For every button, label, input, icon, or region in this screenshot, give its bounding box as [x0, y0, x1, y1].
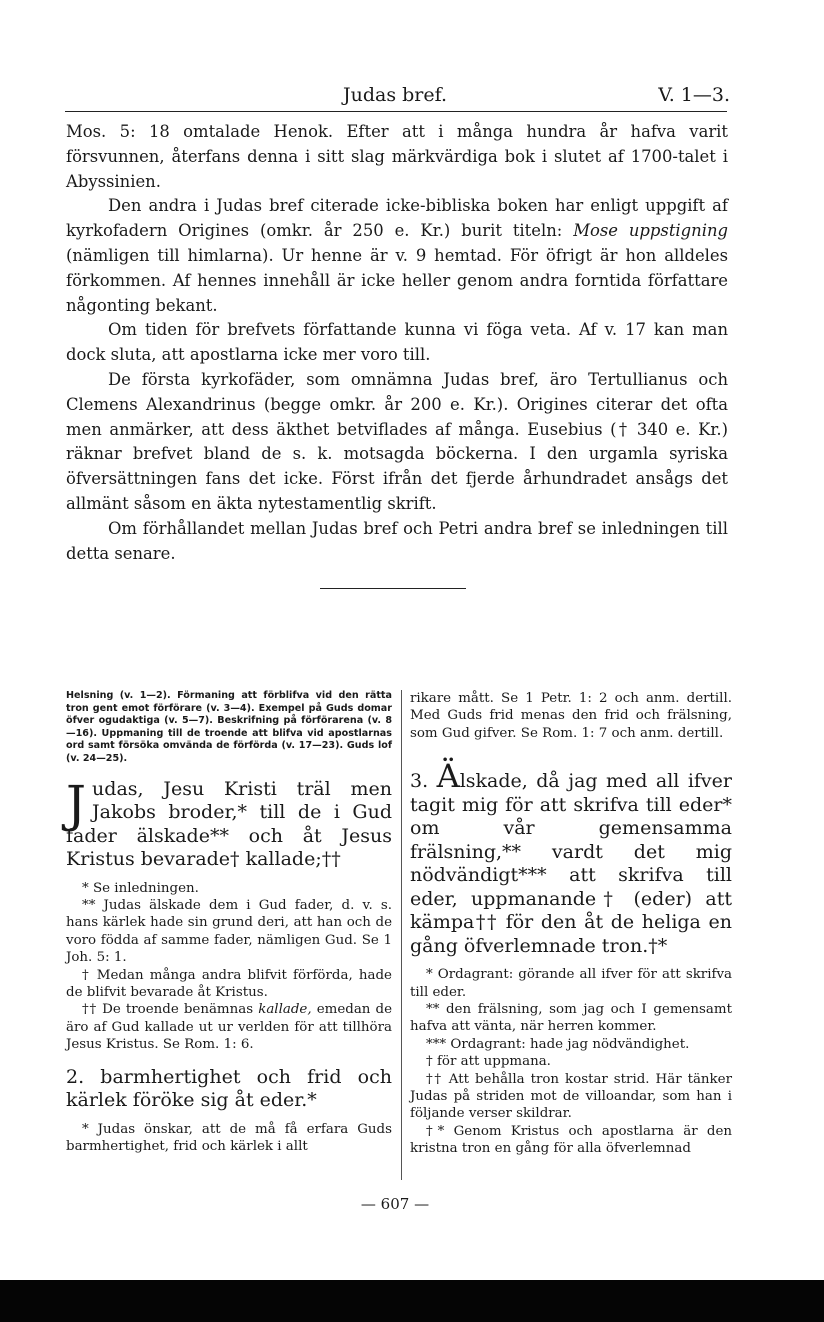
footnote: * Ordagrant: görande all ifver för att skrifva till eder. [410, 967, 732, 1000]
drop-cap: Ä [436, 757, 460, 796]
intro-paragraph: Den andra i Judas bref citerade icke-bibliska boken har enligt uppgift af kyrkofadern Origines (omkr. år 250 e. Kr.) burit titeln: Mose uppstigning (nämligen till himlarna). Ur henne är v. 9 hemtad. För öfrigt är hon alldeles förkommen. Af hennes innehåll är icke heller genom andra forntida författare någonting bekant. [66, 196, 728, 315]
section-divider [320, 588, 466, 589]
book-title-italic: Mose uppstigning [573, 221, 728, 241]
footnote: †† Att behålla tron kostar strid. Här tänker Judas på striden mot de villoandar, som han i följande verser skildrar. [410, 1071, 732, 1122]
footnote: † Medan många andra blifvit förförda, hade de blifvit bevarade åt Kristus. [66, 967, 392, 1000]
footnote: † för att uppmana. [426, 1054, 551, 1070]
introduction-text [66, 120, 728, 566]
column-divider [401, 690, 402, 1180]
chapter-verse-ref: V. 1—3. [658, 84, 730, 106]
running-title: Judas bref. [342, 84, 448, 106]
footnote: ** Judas älskade dem i Gud fader, d. v. s. hans kärlek hade sin grund deri, att han och de voro födda af samme fader, nämligen Gud. Se 1 Joh. 5: 1. [66, 897, 392, 966]
intro-paragraph: Om förhållandet mellan Judas bref och Petri andra bref se inledningen till detta senare. [66, 518, 728, 563]
footnote: ** den frälsning, som jag och I gemensamt hafva att vänta, när herren kommer. [410, 1002, 732, 1035]
left-column [66, 690, 392, 1155]
header-rule [65, 111, 727, 112]
intro-paragraph: Mos. 5: 18 omtalade Henok. Efter att i många hundra år hafva varit försvunnen, återfans denna i sitt slag märkvärdiga bok i slutet af 1700-talet i Abyssinien. [66, 122, 728, 191]
intro-paragraph: De första kyrkofäder, som omnämna Judas bref, äro Tertullianus och Clemens Alexandrinus (begge omkr. år 200 e. Kr.). Origines citerar det ofta men anmärker, att dess äkthet betviflades af många. Eusebius († 340 e. Kr.) räknar brefvet bland de s. k. motsagda böckerna. I den urgamla syriska öfversättningen fans det icke. Först ifrån det fjerde århundradet ansågs det allmänt såsom en äkta nytestamentlig skrift. [66, 369, 728, 513]
verse-3: 3. Älskade, då jag med all ifver tagit mig för att skrifva till eder* om vår gemensamma frälsning,** vardt det mig nödvändigt*** att skrifva till eder, uppmanande† (eder) att kämpa†† för den åt de heliga en gång öfverlemnade tron.†* [410, 757, 732, 957]
verse-2: 2. barmhertighet och frid och kärlek föröke sig åt eder.* [66, 1065, 392, 1112]
verse-number: 3. [410, 770, 429, 793]
drop-cap: J [66, 774, 87, 833]
right-column [410, 690, 732, 1158]
scan-border [0, 1280, 824, 1322]
footnote: †† De troende benämnas kallade, emedan de äro af Gud kallade ut ur verlden för att tillhöra Jesus Kristus. Se Rom. 1: 6. [66, 1002, 393, 1053]
verse-1: Judas, Jesu Kristi träl men Jakobs broder,* till de i Gud fader älskade** och åt Jesus Kristus bevarade† kallade;†† [66, 774, 392, 871]
chapter-summary: Helsning (v. 1—2). Förmaning att förblifva vid den rätta tron gent emot förförare (v. 3—4). Exempel på Guds domar öfver ogudaktiga (v. 5—7). Beskrifning på förförarena (v. 8—16). Uppmaning till de troende att blifva vid apostlarnas ord samt försöka omvända de förförda (v. 17—23). Guds lof (v. 24—25). [66, 690, 392, 764]
footnote: †* Genom Kristus och apostlarna är den kristna tron en gång för alla öfverlemnad [410, 1123, 732, 1157]
page-number: — 607 — [360, 1195, 430, 1213]
footnote-continuation: rikare mått. Se 1 Petr. 1: 2 och anm. dertill. Med Guds frid menas den frid och frälsning, som Gud gifver. Se Rom. 1: 7 och anm. dertill. [410, 691, 732, 741]
intro-paragraph: Om tiden för brefvets författande kunna vi föga veta. Af v. 17 kan man dock sluta, att apostlarna icke mer voro till. [66, 320, 728, 365]
footnote: * Judas önskar, att de må få erfara Guds barmhertighet, frid och kärlek i allt [66, 1121, 392, 1155]
footnote: * Se inledningen. [82, 880, 199, 896]
footnote: *** Ordagrant: hade jag nödvändighet. [426, 1036, 690, 1052]
